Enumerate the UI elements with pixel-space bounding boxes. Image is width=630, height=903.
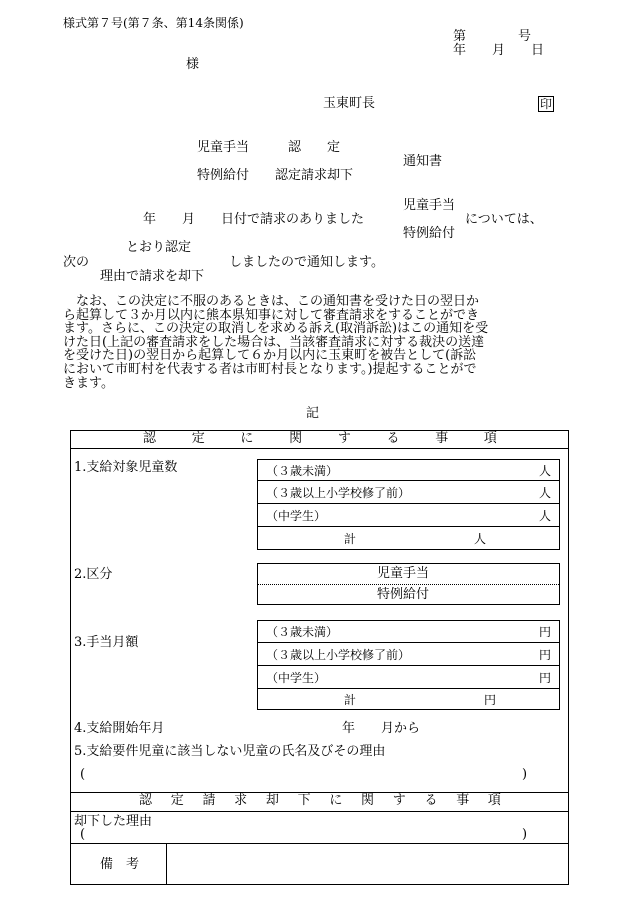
item3-row-total	[257, 689, 560, 710]
remarks-label: 備 考	[100, 857, 140, 872]
certification-header	[143, 432, 497, 445]
header-char: 事	[456, 793, 470, 808]
header-char: 事	[435, 431, 449, 446]
date-label: 年 月 日	[453, 43, 545, 58]
item3-row-juniorhigh	[257, 666, 560, 689]
header-char: 項	[487, 793, 501, 808]
item1-label: 1.支給対象児童数	[74, 460, 178, 475]
header-char: 請	[202, 793, 216, 808]
decision-option-reject: 理由で請求を却下	[100, 269, 205, 284]
notice-line: ら起算して３か月以内に熊本県知事に対して審査請求をすることができ	[63, 307, 480, 323]
title-option-certification: 児童手当 認 定	[197, 140, 341, 155]
header-char: 定	[170, 793, 184, 808]
issuer-name: 玉東町長	[323, 96, 376, 111]
item2-option-special-benefit: 特例給付	[377, 587, 430, 602]
rejection-reason-label: 却下した理由	[74, 814, 153, 829]
title-option-rejection: 特例給付 認定請求却下	[197, 168, 354, 183]
addressee-suffix: 様	[186, 57, 200, 72]
row-unit: 円	[538, 647, 551, 662]
total-unit: 人	[474, 531, 487, 546]
row-unit: 円	[538, 670, 551, 685]
seal-mark: 印	[540, 97, 553, 111]
total-label: 計	[344, 531, 357, 546]
total-unit: 円	[484, 692, 497, 707]
item3-label: 3.手当月額	[74, 635, 139, 650]
item1-row-preschool	[257, 481, 560, 504]
rejection-open-paren: (	[80, 827, 86, 842]
after-decision-text: しましたので通知します。	[229, 255, 384, 270]
header-char: す	[337, 431, 351, 446]
header-char: る	[386, 431, 400, 446]
item3-row-under3	[257, 620, 560, 643]
rejection-header	[139, 794, 501, 807]
row-label: （３歳未満）	[266, 463, 339, 478]
header-char: 項	[483, 431, 497, 446]
header-char: 却	[265, 793, 279, 808]
header-divider	[70, 448, 569, 449]
item5-close-paren: )	[522, 767, 528, 782]
item2-dotted-divider	[258, 584, 559, 585]
decision-option-certify: とおり認定	[126, 240, 192, 255]
row-label: （中学生）	[266, 508, 327, 523]
after-type-text: については、	[465, 212, 543, 227]
row-label: （３歳未満）	[266, 625, 339, 639]
item3-row-preschool	[257, 643, 560, 666]
row-unit: 人	[538, 485, 551, 500]
notice-line: きます。	[63, 375, 114, 391]
total-label: 計	[344, 692, 357, 707]
notice-line: なお、この決定に不服のあるときは、この通知書を受けた日の翌日か	[63, 294, 480, 309]
item1-row-juniorhigh	[257, 504, 560, 527]
item2-label: 2.区分	[74, 567, 113, 582]
header-char: 定	[191, 431, 205, 446]
appeal-notice	[63, 295, 625, 390]
header-char: に	[329, 793, 343, 808]
notice-line: けた日(上記の審査請求をした場合は、当該審査請求に対する裁決の送達	[63, 334, 485, 350]
header-char: る	[424, 793, 438, 808]
row-label: （中学生）	[266, 670, 327, 685]
header-char: 下	[297, 793, 311, 808]
item1-row-total	[257, 527, 560, 550]
title-suffix: 通知書	[403, 154, 443, 169]
header-char: 関	[361, 793, 375, 808]
header-char: 関	[289, 431, 303, 446]
type-option-child-allowance: 児童手当	[403, 198, 456, 213]
item5-label: 5.支給要件児童に該当しない児童の氏名及びその理由	[74, 744, 386, 759]
record-label: 記	[306, 406, 320, 421]
notice-line: を受けた日)の翌日から起算して６か月以内に玉東町を被告として(訴訟	[63, 348, 477, 364]
row-unit: 人	[538, 463, 551, 478]
notice-line: ます。さらに、この決定の取消しを求める訴え(取消訴訟)はこの通知を受	[63, 321, 489, 337]
header-char: す	[392, 793, 406, 808]
row-unit: 人	[538, 508, 551, 523]
row-label: （３歳以上小学校修了前）	[266, 647, 411, 662]
row-unit: 円	[538, 625, 551, 639]
request-date-phrase: 年 月 日付で請求のありました	[143, 212, 365, 227]
item5-open-paren: (	[80, 767, 86, 782]
item4-start-month: 年 月から	[342, 721, 421, 736]
notice-line: において市町村を代表する者は市町村長となります。)提起することがで	[63, 361, 477, 377]
remarks-column-divider	[166, 843, 167, 885]
header-char: 認	[139, 793, 153, 808]
document-number-label: 第 号	[453, 29, 532, 44]
next-text: 次の	[63, 255, 90, 270]
item1-row-under3	[257, 459, 560, 481]
form-number: 様式第７号(第７条、第14条関係)	[63, 16, 244, 30]
header-char: に	[240, 431, 254, 446]
header-char: 認	[143, 431, 157, 446]
type-option-special-benefit: 特例給付	[403, 226, 456, 241]
header-char: 求	[234, 793, 248, 808]
row-label: （３歳以上小学校修了前）	[266, 485, 411, 500]
item2-option-child-allowance: 児童手当	[377, 566, 430, 581]
rejection-header-divider	[70, 811, 569, 812]
item4-label: 4.支給開始年月	[74, 721, 165, 736]
rejection-close-paren: )	[522, 827, 528, 842]
remarks-divider	[70, 843, 569, 844]
